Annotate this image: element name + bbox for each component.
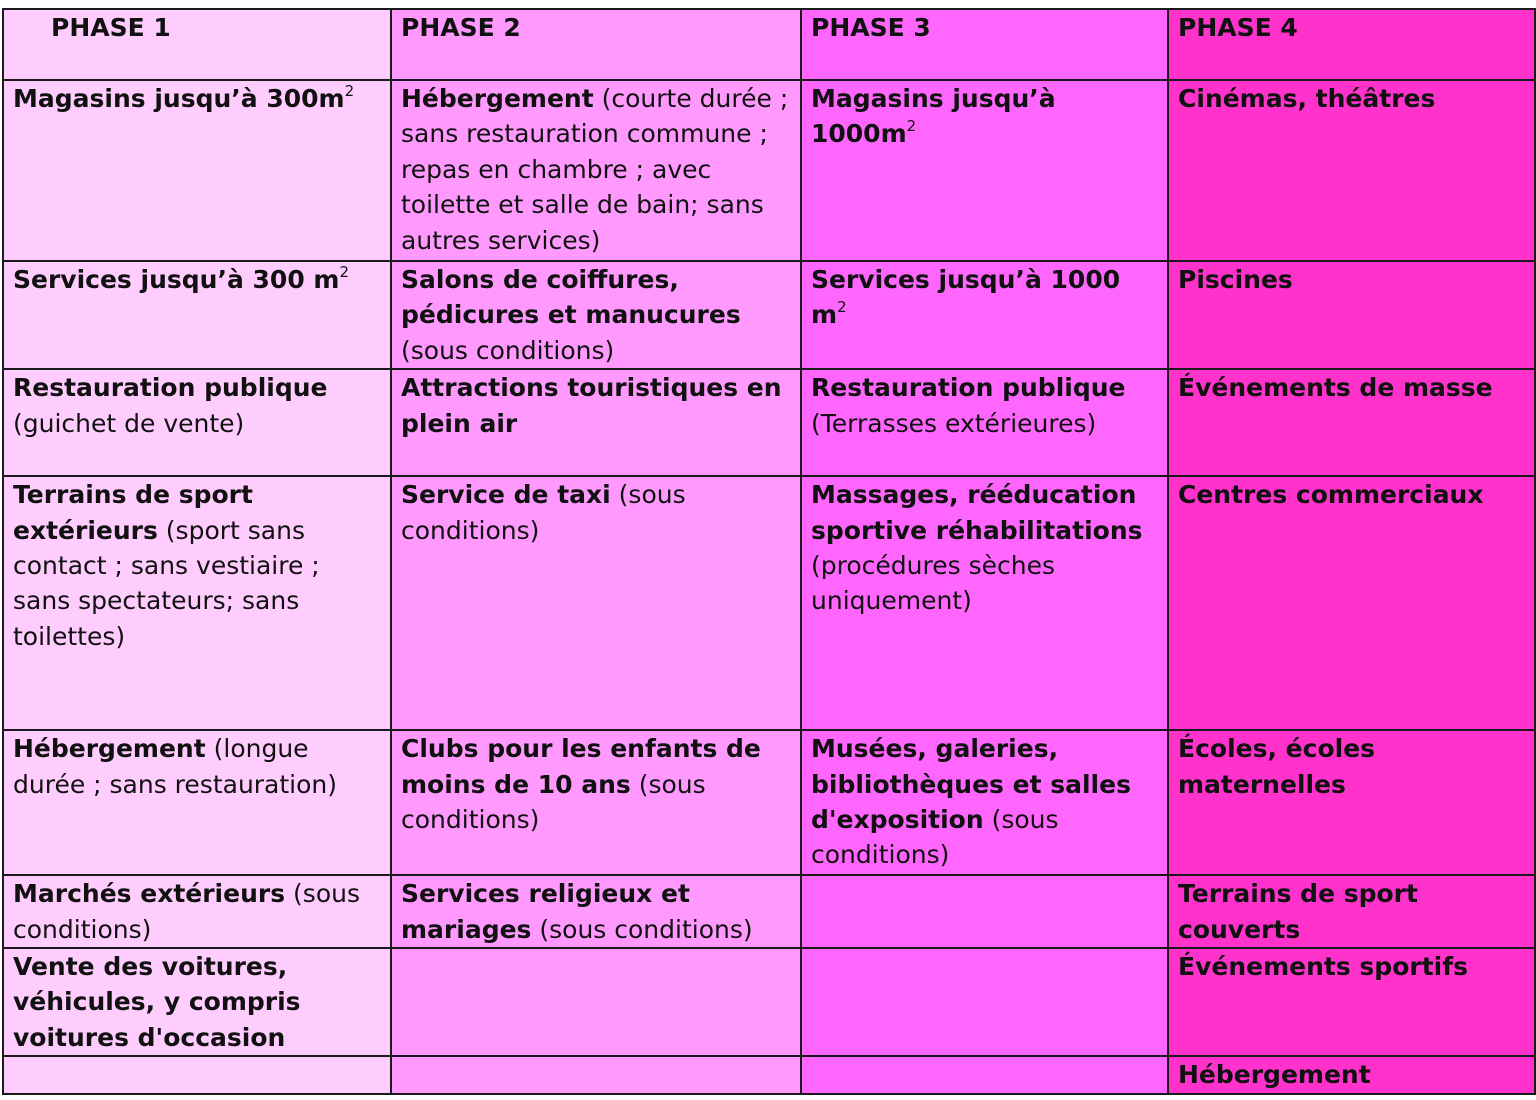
cell-bold-text: Services religieux et mariages bbox=[401, 879, 690, 944]
cell-bold-text: Services jusqu’à 300 m bbox=[13, 265, 340, 294]
cell-phase-2 bbox=[391, 80, 801, 261]
cell-phase-3 bbox=[801, 730, 1168, 875]
cell-detail-text: (sport sans contact ; sans vestiaire ; sans spectateurs; sans toilettes) bbox=[13, 515, 320, 651]
cell-detail-text: (sous conditions) bbox=[401, 480, 686, 545]
cell-bold-text: Hébergement bbox=[401, 84, 594, 113]
cell-bold-text: Clubs pour les enfants de moins de 10 ans bbox=[401, 734, 761, 799]
phases-table bbox=[2, 8, 1536, 1095]
cell-bold-text: Service de taxi bbox=[401, 480, 611, 510]
cell-phase-4 bbox=[1168, 730, 1535, 875]
cell-phase-1-empty bbox=[3, 1056, 391, 1093]
cell-phase-3 bbox=[801, 369, 1168, 476]
cell-bold-text: Marchés extérieurs bbox=[13, 879, 286, 909]
cell-bold-text: Piscines bbox=[1178, 265, 1293, 294]
cell-bold-text: Vente des voitures, véhicules, y compris voitures d'occasion bbox=[13, 952, 301, 1052]
table-row bbox=[3, 369, 1535, 476]
cell-bold-text: Événements de masse bbox=[1178, 373, 1493, 403]
cell-phase-1 bbox=[3, 369, 391, 476]
cell-bold-text: Restauration publique bbox=[13, 373, 328, 403]
cell-phase-2 bbox=[391, 369, 801, 476]
cell-phase-4 bbox=[1168, 1056, 1535, 1093]
table-row bbox=[3, 948, 1535, 1056]
table-row bbox=[3, 875, 1535, 948]
table-row bbox=[3, 261, 1535, 369]
cell-phase-3-empty bbox=[801, 948, 1168, 1056]
cell-phase-2 bbox=[391, 875, 801, 948]
cell-phase-3-empty bbox=[801, 875, 1168, 948]
cell-bold-text: Magasins jusqu’à 1000m bbox=[811, 84, 1056, 149]
cell-phase-1 bbox=[3, 730, 391, 875]
superscript: 2 bbox=[906, 117, 917, 136]
cell-phase-3 bbox=[801, 80, 1168, 261]
cell-phase-2 bbox=[391, 730, 801, 875]
cell-phase-3 bbox=[801, 476, 1168, 730]
superscript: 2 bbox=[344, 82, 355, 100]
cell-bold-text: Événements sportifs bbox=[1178, 952, 1468, 982]
cell-phase-4 bbox=[1168, 875, 1535, 948]
cell-bold-text: Musées, galeries, bibliothèques et salles d'exposition bbox=[811, 734, 1131, 835]
cell-detail-text: (Terrasses extérieures) bbox=[811, 408, 1097, 438]
table-row bbox=[3, 476, 1535, 730]
header-row bbox=[3, 9, 1535, 80]
table-row bbox=[3, 80, 1535, 261]
header-phase-1: PHASE 1 bbox=[3, 9, 391, 80]
cell-detail-text: (sous conditions) bbox=[401, 335, 615, 365]
cell-bold-text: Salons de coiffures, pédicures et manucures bbox=[401, 265, 741, 330]
superscript: 2 bbox=[339, 263, 350, 281]
table-row bbox=[3, 1056, 1535, 1093]
superscript: 2 bbox=[837, 298, 847, 317]
cell-bold-text: Terrains de sport extérieurs bbox=[13, 480, 253, 545]
cell-bold-text: Hébergement bbox=[1178, 1060, 1371, 1090]
cell-bold-text: Hébergement bbox=[13, 734, 206, 764]
cell-bold-text: Attractions touristiques en plein air bbox=[401, 373, 782, 438]
cell-phase-3 bbox=[801, 261, 1168, 369]
cell-phase-4 bbox=[1168, 476, 1535, 730]
cell-phase-2 bbox=[391, 476, 801, 730]
cell-detail-text: (sous conditions) bbox=[401, 769, 706, 835]
header-phase-3: PHASE 3 bbox=[801, 9, 1168, 80]
cell-phase-2-empty bbox=[391, 948, 801, 1056]
cell-detail-text: (procédures sèches uniquement) bbox=[811, 551, 1055, 616]
cell-phase-4 bbox=[1168, 948, 1535, 1056]
cell-bold-text: Centres commerciaux bbox=[1178, 480, 1484, 510]
cell-phase-1 bbox=[3, 80, 391, 261]
cell-detail-text: (sous conditions) bbox=[13, 879, 360, 944]
cell-phase-1 bbox=[3, 476, 391, 730]
cell-phase-1 bbox=[3, 875, 391, 948]
cell-phase-1 bbox=[3, 261, 391, 369]
cell-bold-text: Massages, rééducation sportive réhabilitations bbox=[811, 480, 1143, 545]
cell-phase-4 bbox=[1168, 261, 1535, 369]
header-phase-2: PHASE 2 bbox=[391, 9, 801, 80]
cell-phase-1 bbox=[3, 948, 391, 1056]
cell-bold-text: Magasins jusqu’à 300m bbox=[13, 84, 345, 113]
cell-bold-text: Cinémas, théâtres bbox=[1178, 84, 1436, 113]
cell-phase-2-empty bbox=[391, 1056, 801, 1093]
cell-detail-text: (guichet de vente) bbox=[13, 408, 245, 438]
cell-bold-text: Terrains de sport couverts bbox=[1178, 879, 1418, 944]
cell-bold-text: Services jusqu’à 1000 m bbox=[811, 265, 1121, 330]
cell-detail-text: (sous conditions) bbox=[811, 805, 1059, 870]
cell-phase-4 bbox=[1168, 369, 1535, 476]
cell-bold-text: Écoles, écoles maternelles bbox=[1178, 734, 1376, 799]
cell-bold-text: Restauration publique bbox=[811, 373, 1126, 403]
cell-detail-text: (sous conditions) bbox=[531, 914, 753, 944]
table-row bbox=[3, 730, 1535, 875]
cell-detail-text: (courte durée ; sans restauration commune ; repas en chambre ; avec toilette et salle de bain; sans autres services) bbox=[401, 84, 789, 255]
cell-phase-4 bbox=[1168, 80, 1535, 261]
cell-detail-text: (longue durée ; sans restauration) bbox=[13, 734, 338, 799]
header-phase-4: PHASE 4 bbox=[1168, 9, 1535, 80]
cell-phase-2 bbox=[391, 261, 801, 369]
cell-phase-3-empty bbox=[801, 1056, 1168, 1093]
